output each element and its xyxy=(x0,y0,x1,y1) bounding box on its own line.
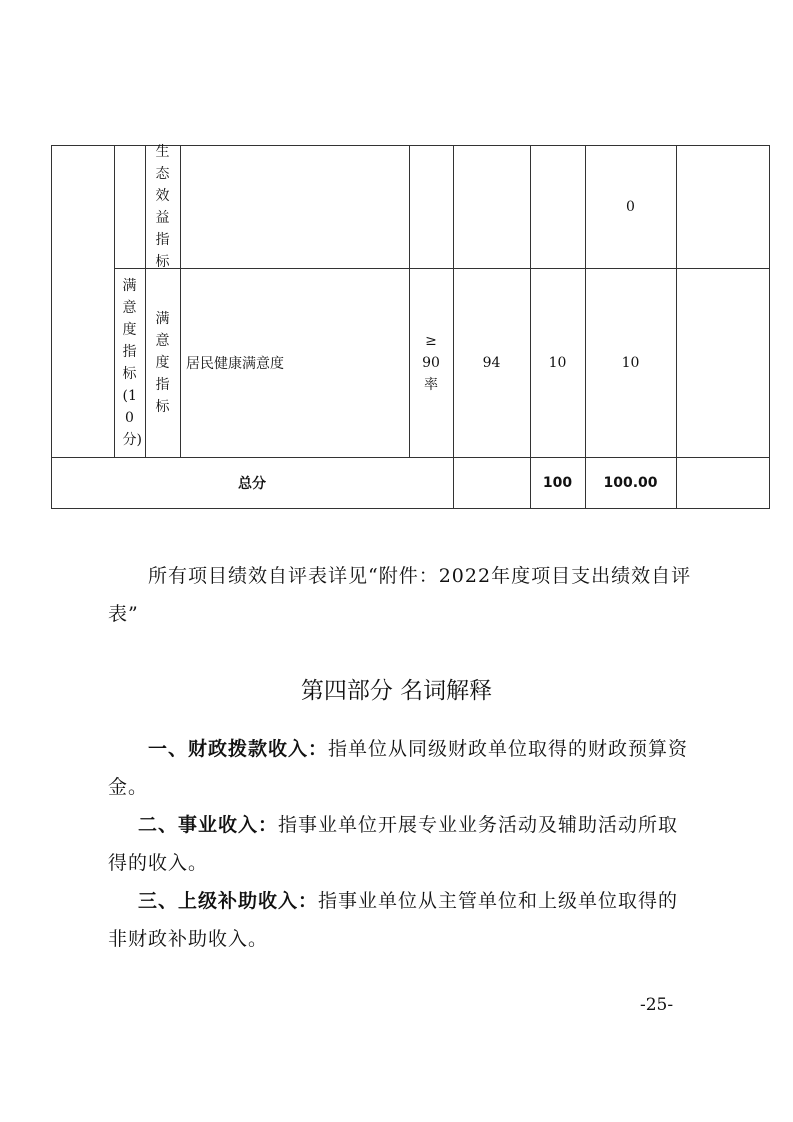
terms-list xyxy=(108,730,698,958)
total-label: 总分 xyxy=(238,475,266,492)
item-cell: 居民健康满意度 xyxy=(186,355,284,372)
actual-cell: 94 xyxy=(482,354,501,371)
indicator-cell: 满意度指标(10分) xyxy=(122,277,142,448)
term-item: 三、上级补助收入：指事业单位从主管单位和上级单位取得的非财政补助收入。 xyxy=(108,890,679,950)
weight-cell: 10 xyxy=(548,354,567,371)
page-number: -25- xyxy=(640,995,674,1015)
score-cell: 10 xyxy=(621,354,640,371)
section-title: 第四部分 名词解释 xyxy=(300,678,493,704)
total-score: 100.00 xyxy=(603,474,658,491)
note-paragraph: 所有项目绩效自评表详见“附件：2022年度项目支出绩效自评表” xyxy=(108,565,692,625)
sub-indicator-cell: 生态效益指标 xyxy=(155,143,170,270)
target-cell: ≥90率 xyxy=(422,332,440,393)
score-cell: 0 xyxy=(626,198,635,215)
term-item: 二、事业收入：指事业单位开展专业业务活动及辅助活动所取得的收入。 xyxy=(108,814,679,874)
total-weight: 100 xyxy=(542,474,573,491)
term-item: 一、财政拨款收入：指单位从同级财政单位取得的财政预算资金。 xyxy=(108,738,689,798)
sub-indicator-cell: 满意度指标 xyxy=(155,310,170,415)
